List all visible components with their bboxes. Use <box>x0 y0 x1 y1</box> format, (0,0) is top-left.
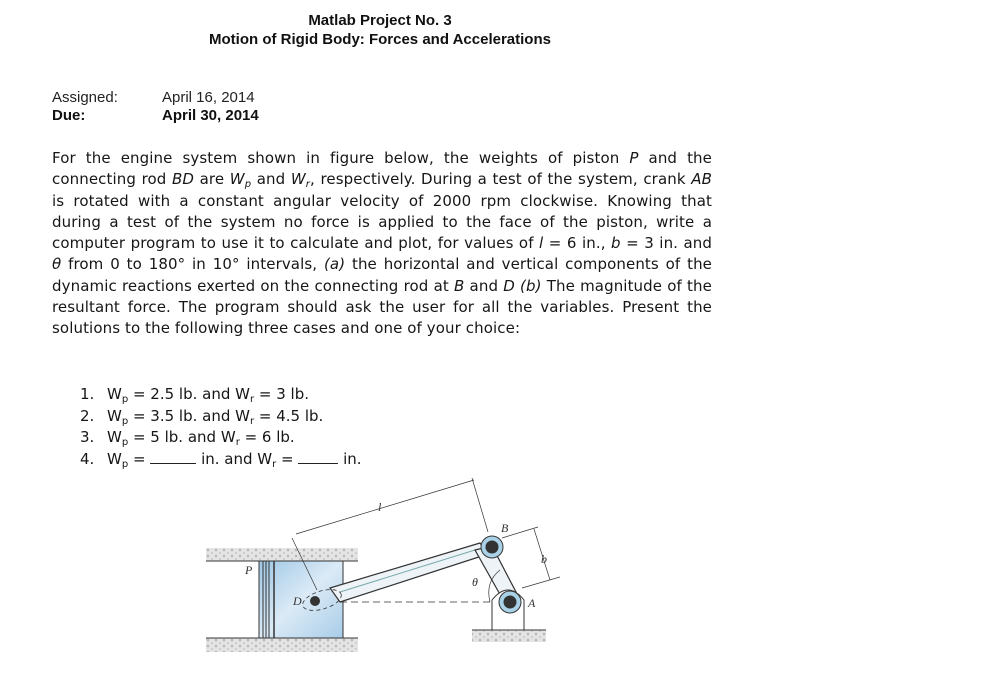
var-P: P <box>629 149 639 167</box>
text: , respectively. During a test of the system, crank <box>310 170 692 189</box>
subscript: r <box>272 458 277 470</box>
engine-mechanism-figure <box>190 470 560 670</box>
dimension-l <box>296 480 474 534</box>
text: W <box>107 406 122 425</box>
var-AB: AB <box>691 170 712 189</box>
ground-support <box>472 630 546 642</box>
text: The magnitude of the resultant force. The program should ask the user for all the variables. Present the solutions to the following three cases and one of your choice: <box>52 276 712 338</box>
problem-statement <box>52 148 712 340</box>
var-D: D <box>503 276 515 295</box>
blank-wr <box>298 450 338 464</box>
part-b: (b) <box>520 276 542 295</box>
text: W <box>220 428 236 446</box>
text: W <box>107 449 122 468</box>
subscript: p <box>244 179 252 191</box>
text: For the engine system shown in figure below, the weights of piston <box>52 149 630 167</box>
text: and <box>464 276 504 295</box>
text: W <box>235 385 250 403</box>
text: W <box>229 170 245 189</box>
case-item <box>80 406 362 428</box>
case-item <box>80 449 362 471</box>
case-text <box>107 384 309 406</box>
part-a: (a) <box>323 255 346 274</box>
text: = 6 lb. <box>239 428 295 446</box>
text: = 3 lb. <box>254 385 309 403</box>
case-item <box>80 427 362 449</box>
var-theta: θ <box>52 255 62 274</box>
label-P: P <box>245 563 253 577</box>
text: W <box>257 449 273 468</box>
case-text <box>107 427 295 449</box>
text: W <box>107 428 122 446</box>
case-number: 2. <box>80 406 95 425</box>
pin-D <box>310 596 320 606</box>
case-text <box>107 406 323 428</box>
assignment-meta <box>52 89 259 125</box>
text: W <box>107 385 122 403</box>
blank-wp <box>150 450 196 464</box>
subscript: p <box>121 415 129 427</box>
var-b: b <box>611 234 621 253</box>
pin-A <box>504 596 517 609</box>
case-number: 4. <box>80 449 95 468</box>
assigned-row <box>52 89 259 107</box>
subscript: r <box>250 394 255 405</box>
label-b: b <box>541 552 547 566</box>
label-B: B <box>501 521 509 535</box>
var-BD: BD <box>172 170 195 189</box>
document-subtitle: Motion of Rigid Body: Forces and Accelerations <box>209 31 551 48</box>
text: from 0 to 180° in 10° intervals, <box>61 255 324 274</box>
text: W <box>235 406 250 425</box>
text: = 6 in., <box>543 234 612 253</box>
text: = <box>128 449 151 468</box>
cylinder-top-wall <box>206 548 358 561</box>
text: W <box>290 170 306 189</box>
subscript: r <box>305 179 311 191</box>
text: in. and <box>196 449 258 468</box>
text: and <box>251 170 291 189</box>
label-theta: θ <box>472 575 478 589</box>
subscript: p <box>121 437 129 448</box>
subscript: r <box>235 437 240 448</box>
document-title: Matlab Project No. 3 <box>308 12 452 29</box>
case-number: 3. <box>80 428 95 446</box>
due-row <box>52 107 259 125</box>
var-Wr <box>290 170 311 191</box>
subscript: r <box>250 415 255 427</box>
subscript: p <box>121 458 129 470</box>
text: the horizontal and vertical components of the dynamic reactions exerted on the connecting rod at <box>52 255 713 295</box>
assigned-label: Assigned: <box>52 89 118 106</box>
text: = 4.5 lb. <box>254 406 324 425</box>
text: are <box>194 170 230 189</box>
case-text <box>107 449 362 471</box>
pin-B <box>486 541 499 554</box>
due-label: Due: <box>52 107 86 124</box>
text: = 3 in. and <box>620 234 713 253</box>
var-l: l <box>539 234 544 253</box>
case-list <box>80 384 362 470</box>
text: in. <box>338 449 362 468</box>
text: and the connecting rod <box>52 149 712 189</box>
var-Wp <box>229 170 252 191</box>
text: is rotated with a constant angular velocity of 2000 rpm clockwise. Knowing that during a test of the system no force is applied to the face of the piston, write a computer program to use it to calculate and plot, for values of <box>52 191 712 253</box>
text: = 2.5 lb. and <box>128 385 236 403</box>
label-l: l <box>378 500 382 514</box>
due-date: April 30, 2014 <box>162 107 259 124</box>
var-B: B <box>454 276 465 295</box>
text: = 3.5 lb. and <box>128 406 236 425</box>
case-item <box>80 384 362 406</box>
cylinder-bottom-wall <box>206 638 358 652</box>
case-number: 1. <box>80 385 95 403</box>
label-D: D <box>293 594 302 608</box>
text: = <box>276 449 299 468</box>
label-A: A <box>528 596 536 610</box>
assigned-date: April 16, 2014 <box>162 89 255 106</box>
text: = 5 lb. and <box>128 428 221 446</box>
subscript: p <box>121 394 129 405</box>
